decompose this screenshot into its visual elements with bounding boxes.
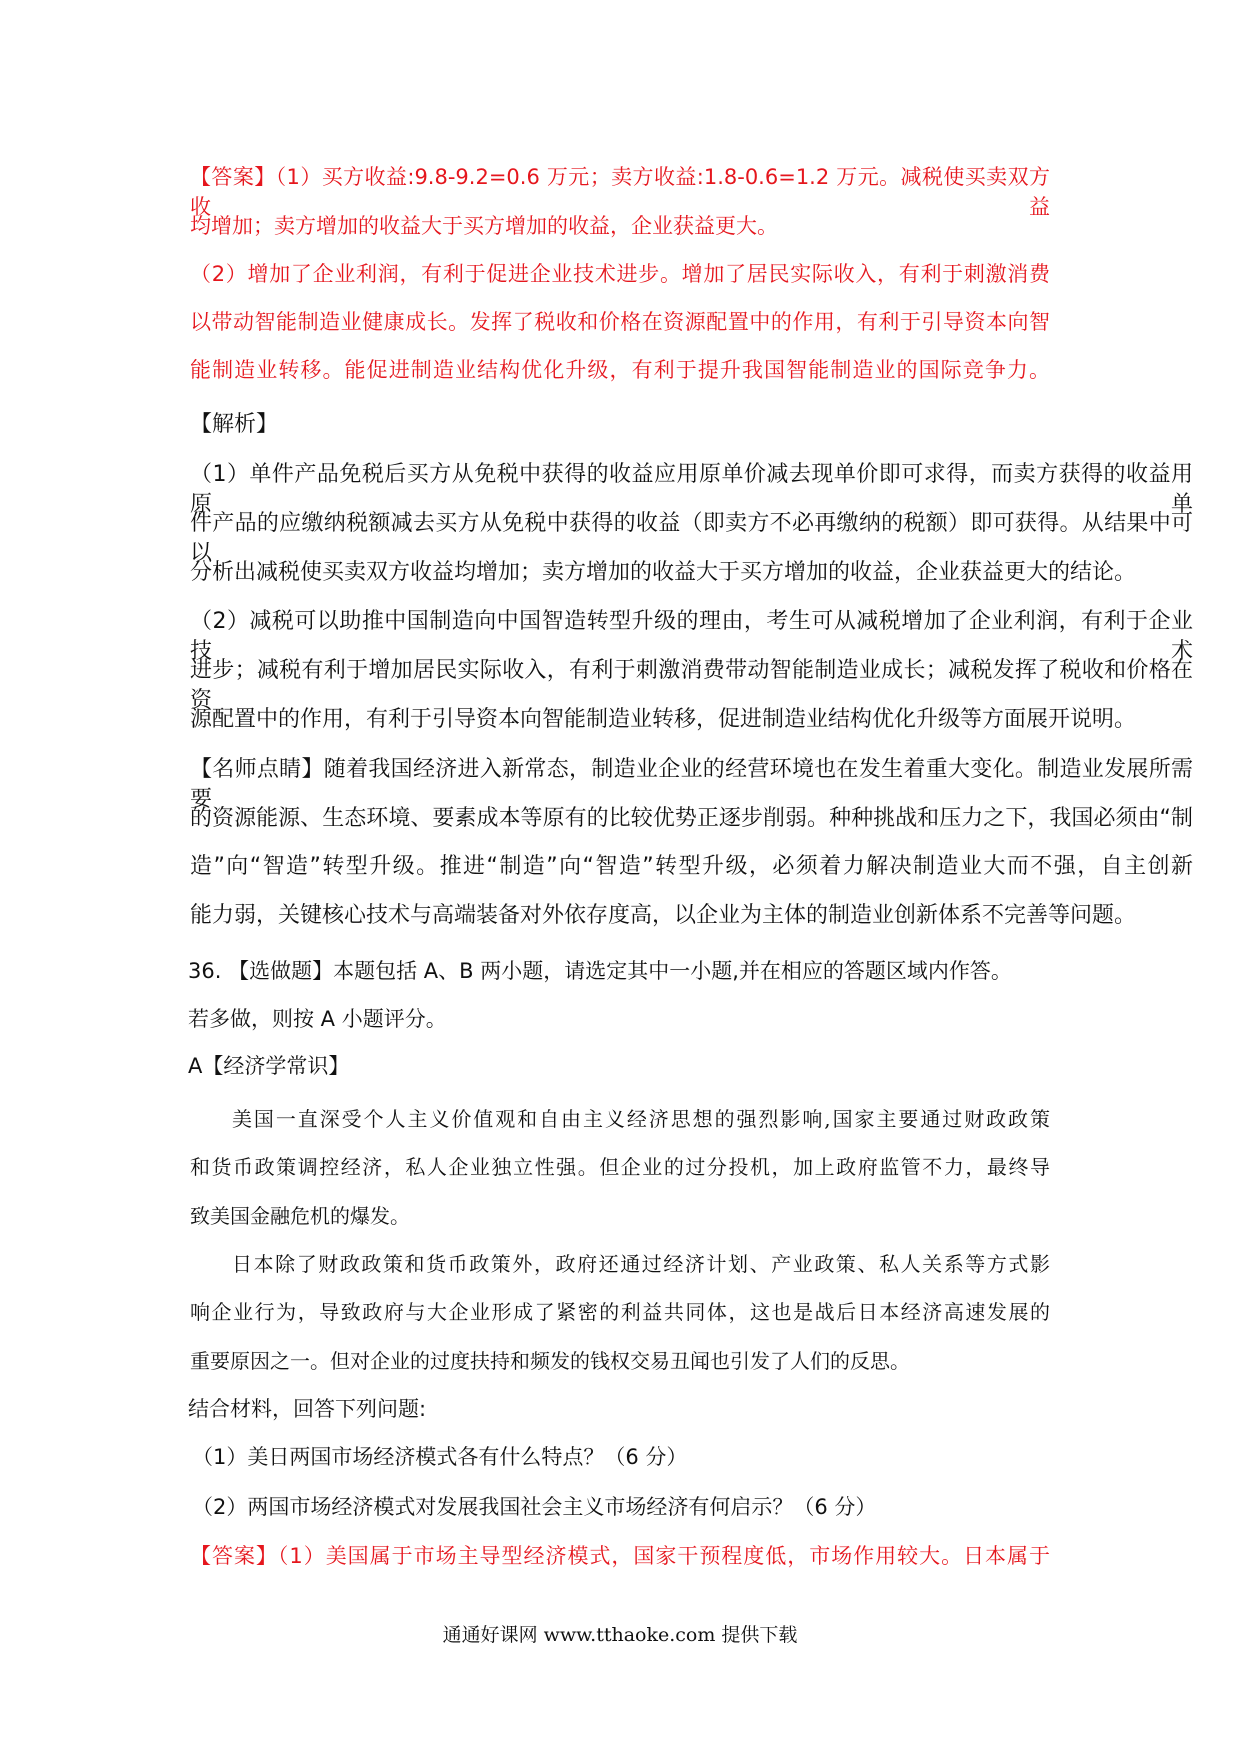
answer-line: （2）增加了企业利润，有利于促进企业技术进步。增加了居民实际收入，有利于刺激消费: [190, 262, 1050, 286]
answer-line: 【答案】（1）买方收益:9.8-9.2=0.6 万元；卖方收益:1.8-0.6=1.2 万元。减税使买卖双方收益: [190, 165, 1050, 219]
question-prompt: 结合材料，回答下列问题:: [188, 1397, 427, 1421]
sub-question-1: （1）美日两国市场经济模式各有什么特点？（6 分）: [192, 1445, 688, 1469]
analysis-line: 分析出减税使买卖双方收益均增加；卖方增加的收益大于买方增加的收益，企业获益更大的结论。: [190, 560, 1137, 585]
answer-line: 以带动智能制造业健康成长。发挥了税收和价格在资源配置中的作用，有利于引导资本向智: [190, 310, 1050, 334]
tips-line: 能力弱，关键核心技术与高端装备对外依存度高，以企业为主体的制造业创新体系不完善等问题。: [190, 903, 1137, 928]
analysis-heading: 【解析】: [190, 412, 279, 437]
tips-line: 造”向“智造”转型升级。推进“制造”向“智造”转型升级，必须着力解决制造业大而不强，自主创新: [190, 854, 1193, 879]
material-line: 日本除了财政政策和货币政策外，政府还通过经济计划、产业政策、私人关系等方式影: [232, 1252, 1050, 1276]
question-intro: 36. 【选做题】本题包括 A、B 两小题，请选定其中一小题,并在相应的答题区域内作答。: [188, 959, 1012, 983]
material-line: 致美国金融危机的爆发。: [190, 1204, 410, 1228]
analysis-line: 件产品的应缴纳税额减去买方从免税中获得的收益（即卖方不必再缴纳的税额）即可获得。从结果中可以: [190, 511, 1193, 566]
answer-line: 【答案】（1）美国属于市场主导型经济模式，国家干预程度低，市场作用较大。日本属于: [190, 1544, 1050, 1568]
answer-line: 能制造业转移。能促进制造业结构优化升级，有利于提升我国智能制造业的国际竞争力。: [190, 358, 1050, 382]
material-line: 重要原因之一。但对企业的过度扶持和频发的钱权交易丑闻也引发了人们的反思。: [190, 1349, 910, 1373]
page-footer: 通通好课网 www.tthaoke.com 提供下载: [442, 1624, 798, 1646]
section-title: A【经济学常识】: [188, 1054, 350, 1078]
question-rule: 若多做，则按 A 小题评分。: [188, 1007, 447, 1031]
tips-line: 【名师点睛】随着我国经济进入新常态，制造业企业的经营环境也在发生着重大变化。制造业发展所需要: [190, 757, 1193, 812]
tips-line: 的资源能源、生态环境、要素成本等原有的比较优势正逐步削弱。种种挑战和压力之下，我国必须由“制: [190, 806, 1193, 831]
analysis-line: 源配置中的作用，有利于引导资本向智能制造业转移，促进制造业结构优化升级等方面展开说明。: [190, 707, 1137, 732]
analysis-line: （2）减税可以助推中国制造向中国智造转型升级的理由，考生可从减税增加了企业利润，有利于企业技术: [190, 609, 1193, 664]
analysis-line: （1）单件产品免税后买方从免税中获得的收益应用原单价减去现单价即可求得，而卖方获得的收益用原单: [190, 462, 1193, 517]
sub-question-2: （2）两国市场经济模式对发展我国社会主义市场经济有何启示？（6 分）: [192, 1495, 877, 1519]
material-line: 和货币政策调控经济，私人企业独立性强。但企业的过分投机，加上政府监管不力，最终导: [190, 1155, 1050, 1179]
answer-line: 均增加；卖方增加的收益大于买方增加的收益，企业获益更大。: [190, 214, 778, 238]
analysis-line: 进步；减税有利于增加居民实际收入，有利于刺激消费带动智能制造业成长；减税发挥了税收和价格在资: [190, 658, 1193, 713]
material-line: 美国一直深受个人主义价值观和自由主义经济思想的强烈影响,国家主要通过财政政策: [232, 1107, 1050, 1131]
material-line: 响企业行为，导致政府与大企业形成了紧密的利益共同体，这也是战后日本经济高速发展的: [190, 1300, 1050, 1324]
